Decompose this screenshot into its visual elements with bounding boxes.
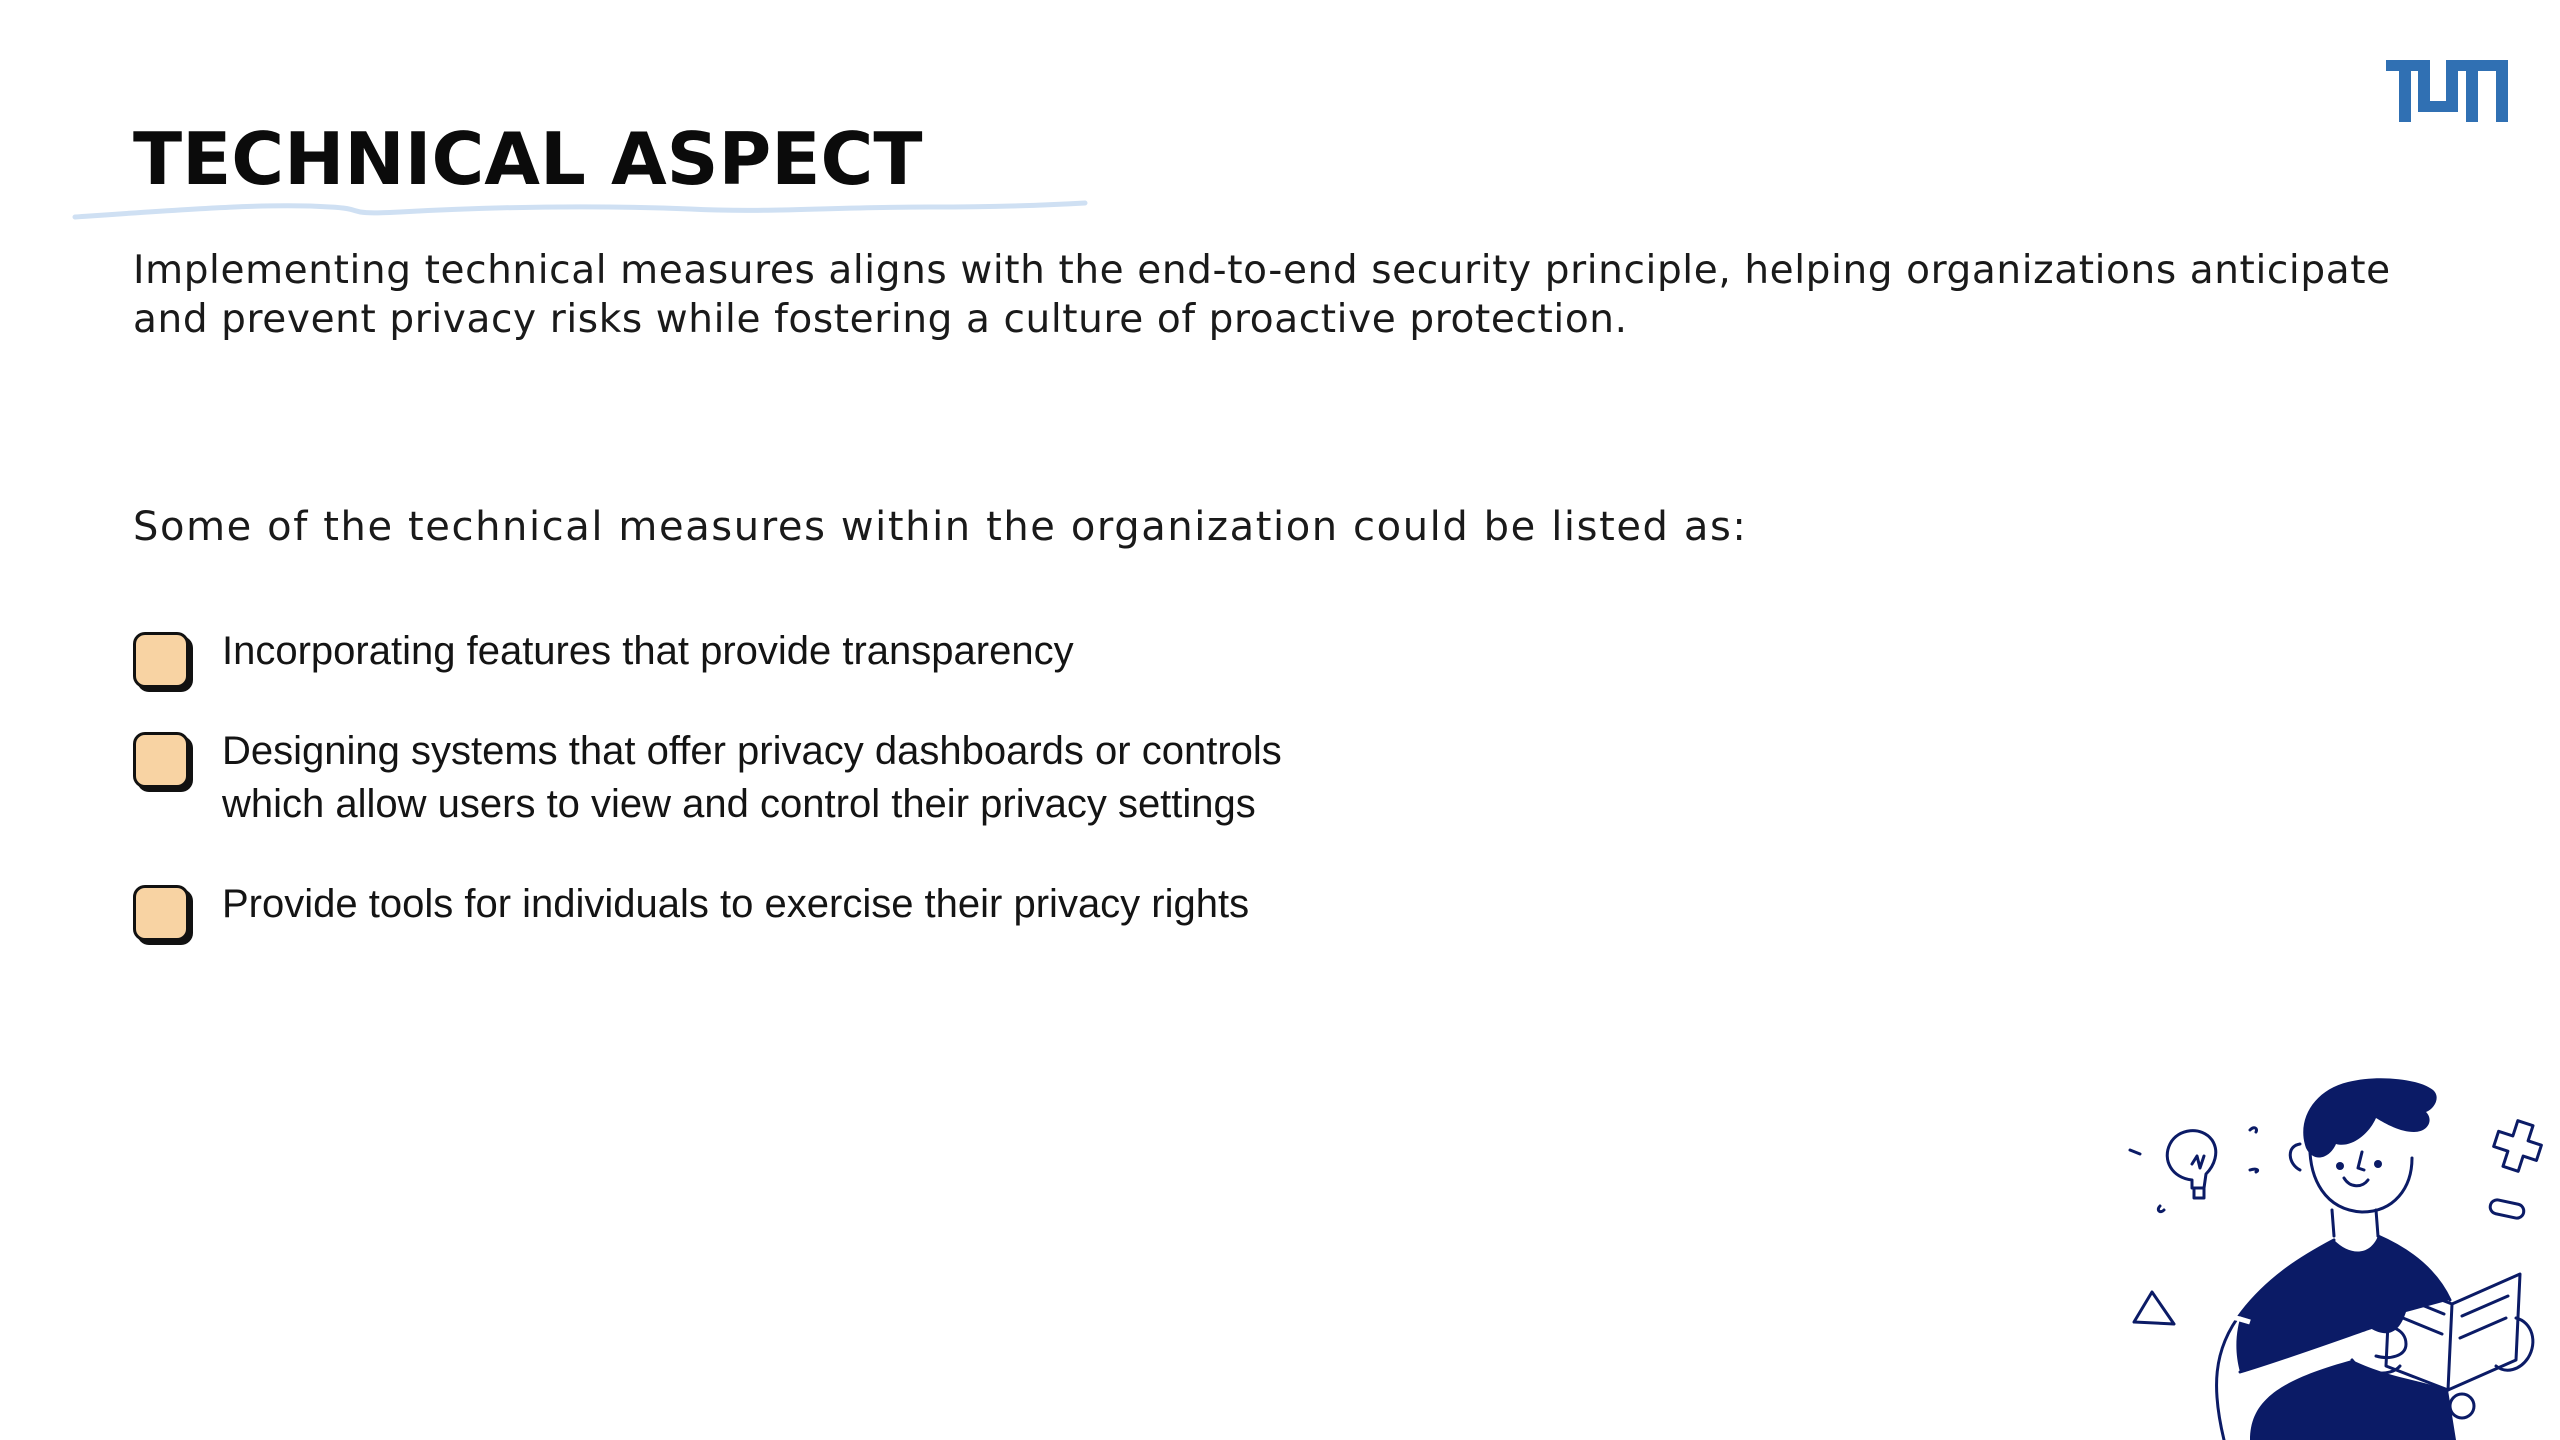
person-reading-book-illustration-icon [2100,1060,2560,1440]
checkbox-icon [133,732,189,788]
checkbox-icon [133,885,189,941]
list-item-text: Designing systems that offer privacy dashboards or controls which allow users to view and control their privacy settings [222,729,1282,826]
lead-sentence: Some of the technical measures within the organization could be listed as: [133,504,1748,550]
tum-logo-icon [2386,60,2508,122]
list-item-text: Provide tools for individuals to exercise their privacy rights [222,882,1250,926]
page-title: TECHNICAL ASPECT [133,117,923,201]
title-underline-decoration [70,185,1090,225]
list-item [133,878,1433,931]
list-item-text: Incorporating features that provide transparency [222,629,1074,673]
checkbox-icon [133,632,189,688]
list-item [133,725,1433,831]
list-item [133,625,1433,678]
measures-list [133,625,1433,931]
intro-paragraph: Implementing technical measures aligns with the end-to-end security principle, helping organizations anticipate and prevent privacy risks while fostering a culture of proactive protection. [133,248,2391,342]
